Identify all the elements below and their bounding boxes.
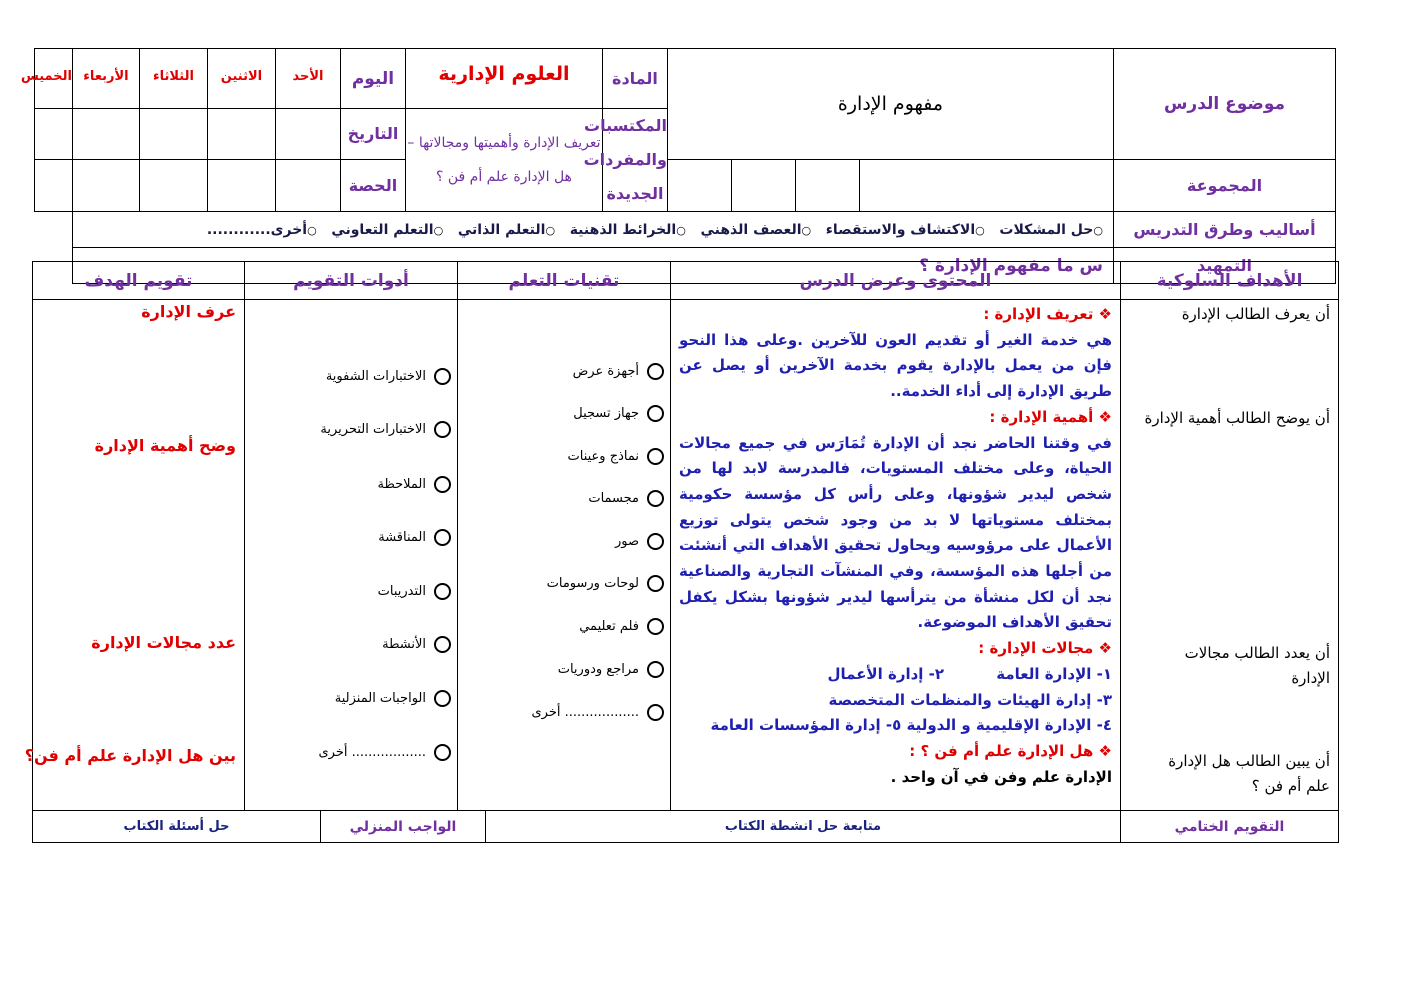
content-heading-science-art: ❖ هل الإدارة علم أم فن ؟ : xyxy=(909,741,1112,760)
assessment-tool-item[interactable]: الاختبارات التحريرية xyxy=(251,421,451,438)
intro-label: التمهيد xyxy=(1114,248,1336,284)
assessment-tools-column xyxy=(245,300,458,811)
final-eval-label: التقويم الختامي xyxy=(1121,811,1339,843)
day-tuesday: الثلاثاء xyxy=(139,49,207,109)
acquired-label-1: المكتسبات xyxy=(584,116,667,135)
radio-circle-icon[interactable] xyxy=(647,533,664,550)
homework-value: حل أسئلة الكتاب xyxy=(33,811,321,843)
technique-item[interactable]: نماذج وعينات xyxy=(464,448,664,465)
radio-circle-icon[interactable] xyxy=(434,690,451,707)
technique-item[interactable]: فلم تعليمي xyxy=(464,618,664,635)
acquired-line-1: تعريف الإدارة وأهميتها ومجالاتها – xyxy=(407,135,601,151)
col-header-tools: أدوات التقويم xyxy=(245,262,458,300)
goal-evaluation-item: عدد مجالات الإدارة xyxy=(91,633,236,652)
day-monday: الاثنين xyxy=(207,49,275,109)
date-cell[interactable] xyxy=(275,109,340,160)
topic-value: مفهوم الإدارة xyxy=(667,49,1113,160)
radio-circle-icon[interactable] xyxy=(647,618,664,635)
content-field-line: ١- الإدارة العامة ٢- إدارة الأعمال xyxy=(827,664,1112,683)
content-field-line: ٤- الإدارة الإقليمية و الدولية ٥- إدارة المؤسسات العامة xyxy=(710,716,1112,735)
date-label: التاريخ xyxy=(340,109,405,160)
day-sunday: الأحد xyxy=(275,49,340,109)
goal-evaluation-item: وضح أهمية الإدارة xyxy=(94,436,236,455)
content-heading-importance: ❖ أهمية الإدارة : xyxy=(989,407,1112,426)
day-label: اليوم xyxy=(340,49,405,109)
acquired-text xyxy=(405,109,602,212)
group-cell[interactable] xyxy=(667,159,731,211)
content-definition: هي خدمة الغير أو تقديم العون للآخرين .وعلى هذا النحو فإن من يعمل بالإدارة يقوم بخدمة الآخرين أو يصل عن طريق الإدارة إلى أداء الخدمة.. xyxy=(679,330,1112,401)
methods-list: ○حل المشكلات ○الاكتشاف والاستقصاء ○العصف الذهني ○الخرائط الذهنية ○التعلم الذاتي ○التعلم التعاوني ○أخرى............ xyxy=(72,212,1113,248)
date-cell[interactable] xyxy=(72,109,139,160)
method-item: التعلم التعاوني xyxy=(331,221,434,238)
technique-item[interactable]: أخرى .................. xyxy=(464,704,664,721)
final-eval-value: متابعة حل انشطة الكتاب xyxy=(486,811,1121,843)
radio-circle-icon[interactable] xyxy=(647,704,664,721)
goal-evaluation-item: عرف الإدارة xyxy=(141,302,236,321)
period-cell[interactable] xyxy=(275,159,340,211)
technique-item[interactable]: لوحات ورسومات xyxy=(464,575,664,592)
group-cell[interactable] xyxy=(796,159,860,211)
day-wednesday: الأربعاء xyxy=(72,49,139,109)
period-cell[interactable] xyxy=(207,159,275,211)
assessment-tool-item[interactable]: الواجبات المنزلية xyxy=(251,690,451,707)
assessment-tool-item[interactable]: الملاحظة xyxy=(251,476,451,493)
lesson-plan-table xyxy=(24,261,1339,811)
radio-circle-icon[interactable] xyxy=(434,636,451,653)
acquired-line-2: هل الإدارة علم أم فن ؟ xyxy=(435,169,572,185)
radio-circle-icon[interactable] xyxy=(647,661,664,678)
subject-label: المادة xyxy=(602,49,667,109)
content-field-line: ٣- إدارة الهيئات والمنظمات المتخصصة xyxy=(828,690,1112,709)
content-heading-definition: ❖ تعريف الإدارة : xyxy=(983,305,1112,323)
radio-circle-icon[interactable] xyxy=(434,421,451,438)
method-item: الخرائط الذهنية xyxy=(569,221,677,238)
technique-item[interactable]: مجسمات xyxy=(464,490,664,507)
period-cell[interactable] xyxy=(35,159,73,211)
acquired-label xyxy=(583,109,667,212)
method-item: التعلم الذاتي xyxy=(457,221,546,238)
goal-item: أن يبين الطالب هل الإدارة علم أم فن ؟ xyxy=(1168,752,1330,795)
goal-item: أن يعرف الطالب الإدارة xyxy=(1181,305,1330,323)
content-importance: في وقتنا الحاضر نجد أن الإدارة تُمَارَس في جميع مجالات الحياة، وعلى مختلف المستويات، فالمدرسة لابد لها من شخص ليدير شؤونها، وعلى رأس كل مؤسسة حكومية بمختلف مستوياتها لا بد من وجود شخص يتولى توزيع الأعمال على مرؤوسيه ويحاول تحقيق الأهداف التي أنشئت من أجلها هذه المؤسسة، وفي المنشآت التجارية والصناعية نجد أن لكل منشأة من يترأسها ليدير شؤونها بشكل يكفل تحقيق الأهداف الموضوعة. xyxy=(679,433,1112,632)
radio-circle-icon[interactable] xyxy=(434,583,451,600)
radio-circle-icon[interactable] xyxy=(434,744,451,761)
goals-column xyxy=(1121,300,1339,811)
radio-circle-icon[interactable] xyxy=(647,405,664,422)
radio-circle-icon[interactable] xyxy=(647,448,664,465)
technique-item[interactable]: أجهزة عرض xyxy=(464,363,664,380)
group-cell[interactable] xyxy=(732,159,796,211)
topic-label: موضوع الدرس xyxy=(1114,49,1336,160)
col-header-goals: الأهداف السلوكية xyxy=(1121,262,1339,300)
technique-item[interactable]: مراجع ودوريات xyxy=(464,661,664,678)
period-cell[interactable] xyxy=(139,159,207,211)
col-header-content: المحتوى وعرض الدرس xyxy=(671,262,1121,300)
footer-table xyxy=(32,810,1339,843)
radio-circle-icon[interactable] xyxy=(647,363,664,380)
homework-label: الواجب المنزلي xyxy=(321,811,486,843)
content-science-art: الإدارة علم وفن في آن واحد . xyxy=(890,767,1112,786)
content-heading-fields: ❖ مجالات الإدارة : xyxy=(978,639,1112,658)
goal-item: أن يعدد الطالب مجالات الإدارة xyxy=(1184,644,1330,687)
period-label: الحصة xyxy=(340,159,405,211)
group-label: المجموعة xyxy=(1114,159,1336,211)
date-cell[interactable] xyxy=(207,109,275,160)
goal-evaluation-item: بين هل الإدارة علم أم فن؟ xyxy=(24,746,236,765)
method-item: حل المشكلات xyxy=(999,221,1094,238)
intro-text: س ما مفهوم الإدارة ؟ xyxy=(72,248,1113,284)
date-cell[interactable] xyxy=(139,109,207,160)
subject-value: العلوم الإدارية xyxy=(405,49,602,109)
method-item: أخرى............ xyxy=(206,221,308,238)
radio-circle-icon[interactable] xyxy=(647,490,664,507)
col-header-goal-eval: تقويم الهدف xyxy=(33,262,245,300)
lesson-info-table xyxy=(20,48,1336,284)
assessment-tool-item[interactable]: أخرى .................. xyxy=(251,744,451,761)
date-cell[interactable] xyxy=(35,109,73,160)
assessment-tool-item[interactable]: التدريبات xyxy=(251,583,451,600)
methods-label: أساليب وطرق التدريس xyxy=(1114,212,1336,248)
radio-circle-icon[interactable] xyxy=(647,575,664,592)
assessment-tool-item[interactable]: الأنشطة xyxy=(251,636,451,653)
goal-evaluation-column xyxy=(24,300,245,811)
radio-circle-icon[interactable] xyxy=(434,529,451,546)
content-column xyxy=(671,300,1121,811)
technique-item[interactable]: صور xyxy=(464,533,664,550)
techniques-column xyxy=(458,300,671,811)
day-thursday: الخميس xyxy=(35,49,73,109)
technique-item[interactable]: جهاز تسجيل xyxy=(464,405,664,422)
method-item: الاكتشاف والاستقصاء xyxy=(825,221,976,238)
group-cell[interactable] xyxy=(860,159,1114,211)
acquired-label-2: والمفردات الجديدة xyxy=(583,150,667,203)
goal-item: أن يوضح الطالب أهمية الإدارة xyxy=(1144,409,1330,427)
method-item: العصف الذهني xyxy=(700,221,802,238)
assessment-tool-item[interactable]: الاختبارات الشفوية xyxy=(251,368,451,385)
assessment-tool-item[interactable]: المناقشة xyxy=(251,529,451,546)
period-cell[interactable] xyxy=(72,159,139,211)
radio-circle-icon[interactable] xyxy=(434,476,451,493)
radio-circle-icon[interactable] xyxy=(434,368,451,385)
col-header-techniques: تقنيات التعلم xyxy=(458,262,671,300)
